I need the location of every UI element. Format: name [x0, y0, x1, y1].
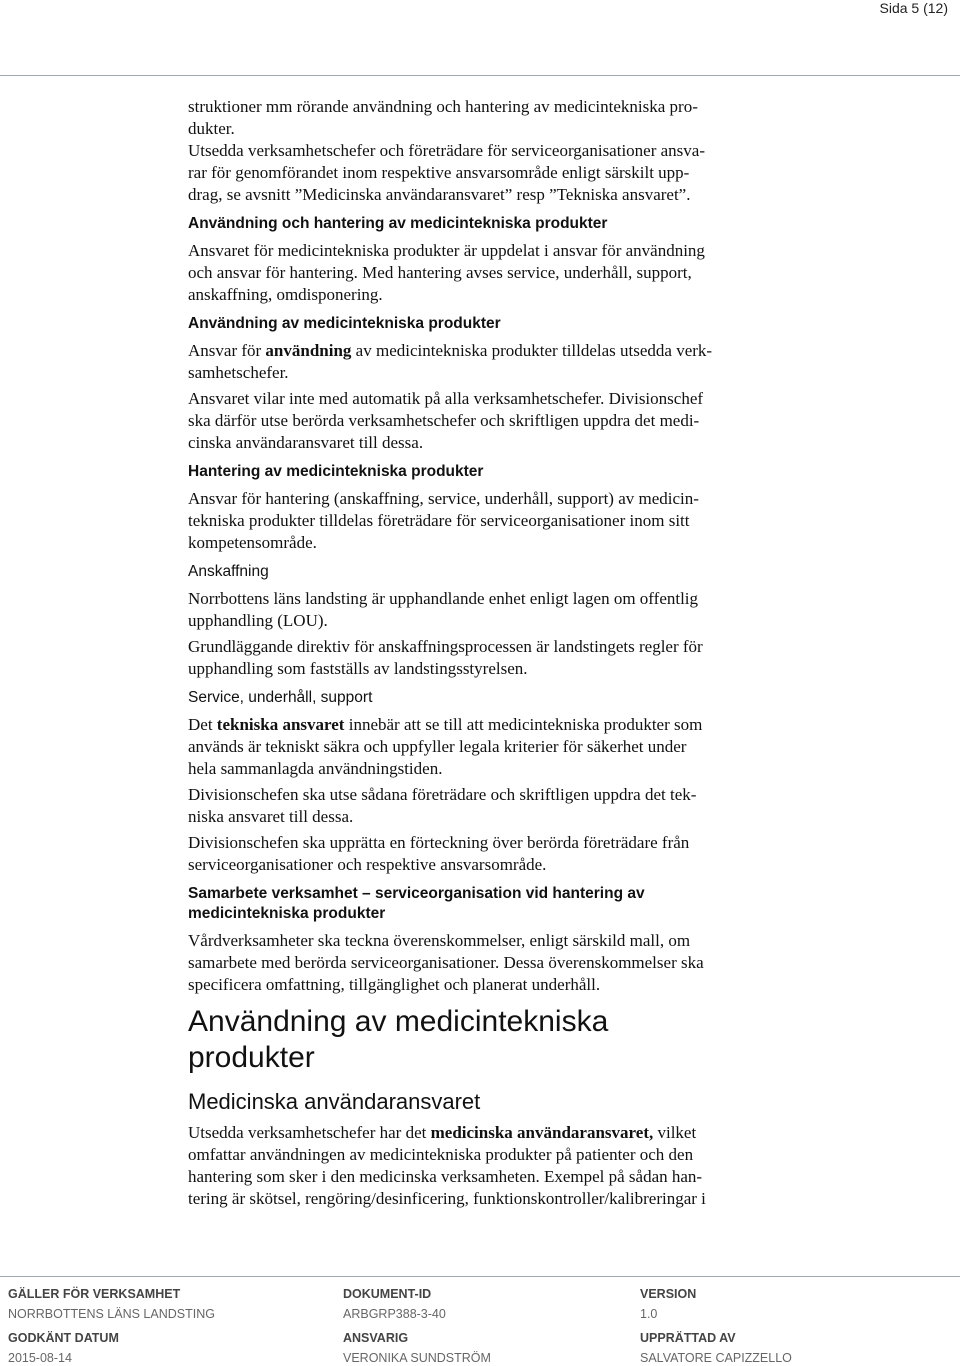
text-run: Utsedda verksamhetschefer har det [188, 1123, 431, 1142]
footer-upprattad-label: UPPRÄTTAD AV [640, 1331, 736, 1345]
text-run: Ansvar för [188, 341, 266, 360]
text-line: hantering som sker i den medicinska verksamheten. Exempel på sådan han- [188, 1167, 703, 1186]
footer-version-value: 1.0 [640, 1307, 658, 1321]
text-line: rar för genomförandet inom respektive ansvarsområde enligt särskilt upp- [188, 163, 690, 182]
text-run: vilket [653, 1123, 697, 1142]
text-line: Vårdverksamheter ska teckna överenskommelser, enligt särskild mall, om [188, 931, 691, 950]
text-run: av medicintekniska produkter tilldelas utsedda verk- [351, 341, 713, 360]
heading-anskaffning: Anskaffning [188, 563, 269, 580]
paragraph-anskaffning-1 [188, 588, 774, 632]
paragraph-service-3 [188, 832, 774, 876]
text-line: upphandling som fastställs av landstingsstyrelsen. [188, 659, 528, 678]
text-line: Divisionschefen ska upprätta en förteckning över berörda företrädare från [188, 833, 690, 852]
paragraph-medicinska [188, 1122, 774, 1210]
footer-dokid-label: DOKUMENT-ID [343, 1287, 432, 1301]
text-line: Användning av medicintekniska [188, 1005, 609, 1038]
text-run: Det [188, 715, 217, 734]
footer-godkant-value: 2015-08-14 [8, 1351, 72, 1365]
heading-service: Service, underhåll, support [188, 689, 373, 706]
text-line: tering är skötsel, rengöring/desinficering, funktionskontroller/kalibreringar i [188, 1189, 706, 1208]
subsection-title: Medicinska användaransvaret [188, 1089, 481, 1114]
text-line: Ansvaret för medicintekniska produkter är uppdelat i ansvar för användning [188, 241, 705, 260]
text-line: cinska användaransvaret till dessa. [188, 433, 424, 452]
heading-hantering: Hantering av medicintekniska produkter [188, 463, 484, 480]
heading-samarbete [188, 884, 774, 924]
footer-version-label: VERSION [640, 1287, 697, 1301]
text-line: Ansvar för hantering (anskaffning, service, underhåll, support) av medicin- [188, 489, 699, 508]
document-body [188, 96, 774, 1214]
emphasis-text: medicinska användaransvaret, [430, 1123, 654, 1142]
paragraph-anvandning-hantering [188, 240, 774, 306]
footer-dokid-value: ARBGRP388-3-40 [343, 1307, 446, 1321]
text-line: Utsedda verksamhetschefer och företrädare för serviceorganisationer ansva- [188, 141, 705, 160]
emphasis-text: användning [265, 341, 352, 360]
page-number: Sida 5 (12) [879, 0, 948, 16]
intro-paragraph [188, 96, 774, 206]
text-line: drag, se avsnitt ”Medicinska användaransvaret” resp ”Tekniska ansvaret”. [188, 185, 691, 204]
footer-ansvarig-value: VERONIKA SUNDSTRÖM [343, 1351, 491, 1365]
text-line: Samarbete verksamhet – serviceorganisation vid hantering av [188, 885, 645, 902]
paragraph-samarbete [188, 930, 774, 996]
text-line: används är tekniskt säkra och uppfyller legala kriterier för säkerhet under [188, 737, 687, 756]
text-line: upphandling (LOU). [188, 611, 328, 630]
heading-anvandning: Användning av medicintekniska produkter [188, 315, 501, 332]
text-line: struktioner mm rörande användning och hantering av medicintekniska pro- [188, 97, 698, 116]
text-line: samhetschefer. [188, 363, 289, 382]
section-title [188, 1004, 774, 1076]
text-line: serviceorganisationer och respektive ansvarsområde. [188, 855, 547, 874]
text-line: kompetensområde. [188, 533, 317, 552]
text-line: och ansvar för hantering. Med hantering avses service, underhåll, support, [188, 263, 692, 282]
footer-galler-value: NORRBOTTENS LÄNS LANDSTING [8, 1307, 215, 1321]
paragraph-service-1 [188, 714, 774, 780]
footer-godkant-label: GODKÄNT DATUM [8, 1331, 119, 1345]
paragraph-anskaffning-2 [188, 636, 774, 680]
text-line: medicintekniska produkter [188, 905, 386, 922]
text-line: Grundläggande direktiv för anskaffningsprocessen är landstingets regler för [188, 637, 703, 656]
paragraph-service-2 [188, 784, 774, 828]
paragraph-hantering [188, 488, 774, 554]
text-line: ska därför utse berörda verksamhetschefer och skriftligen uppdra det medi- [188, 411, 700, 430]
footer-upprattad-value: SALVATORE CAPIZZELLO [640, 1351, 792, 1365]
heading-anvandning-hantering: Användning och hantering av medicintekniska produkter [188, 215, 608, 232]
text-line: produkter [188, 1041, 315, 1074]
paragraph-anvandning-2 [188, 388, 774, 454]
text-line: Norrbottens läns landsting är upphandlande enhet enligt lagen om offentlig [188, 589, 699, 608]
text-line: tekniska produkter tilldelas företrädare för serviceorganisationer inom sitt [188, 511, 690, 530]
footer-galler-label: GÄLLER FÖR VERKSAMHET [8, 1287, 181, 1301]
footer-divider [0, 1276, 960, 1277]
text-line: hela sammanlagda användningstiden. [188, 759, 443, 778]
text-line: samarbete med berörda serviceorganisationer. Dessa överenskommelser ska [188, 953, 704, 972]
paragraph-anvandning-1 [188, 340, 774, 384]
text-line: Divisionschefen ska utse sådana företrädare och skriftligen uppdra det tek- [188, 785, 697, 804]
footer-ansvarig-label: ANSVARIG [343, 1331, 409, 1345]
text-line: omfattar användningen av medicintekniska produkter på patienter och den [188, 1145, 694, 1164]
text-line: dukter. [188, 119, 235, 138]
text-line: anskaffning, omdisponering. [188, 285, 383, 304]
text-line: niska ansvaret till dessa. [188, 807, 354, 826]
text-line: specificera omfattning, tillgänglighet och planerat underhåll. [188, 975, 601, 994]
text-run: innebär att se till att medicintekniska produkter som [344, 715, 703, 734]
emphasis-text: tekniska ansvaret [216, 715, 345, 734]
text-line: Ansvaret vilar inte med automatik på alla verksamhetschefer. Divisionschef [188, 389, 704, 408]
header-divider [0, 75, 960, 76]
